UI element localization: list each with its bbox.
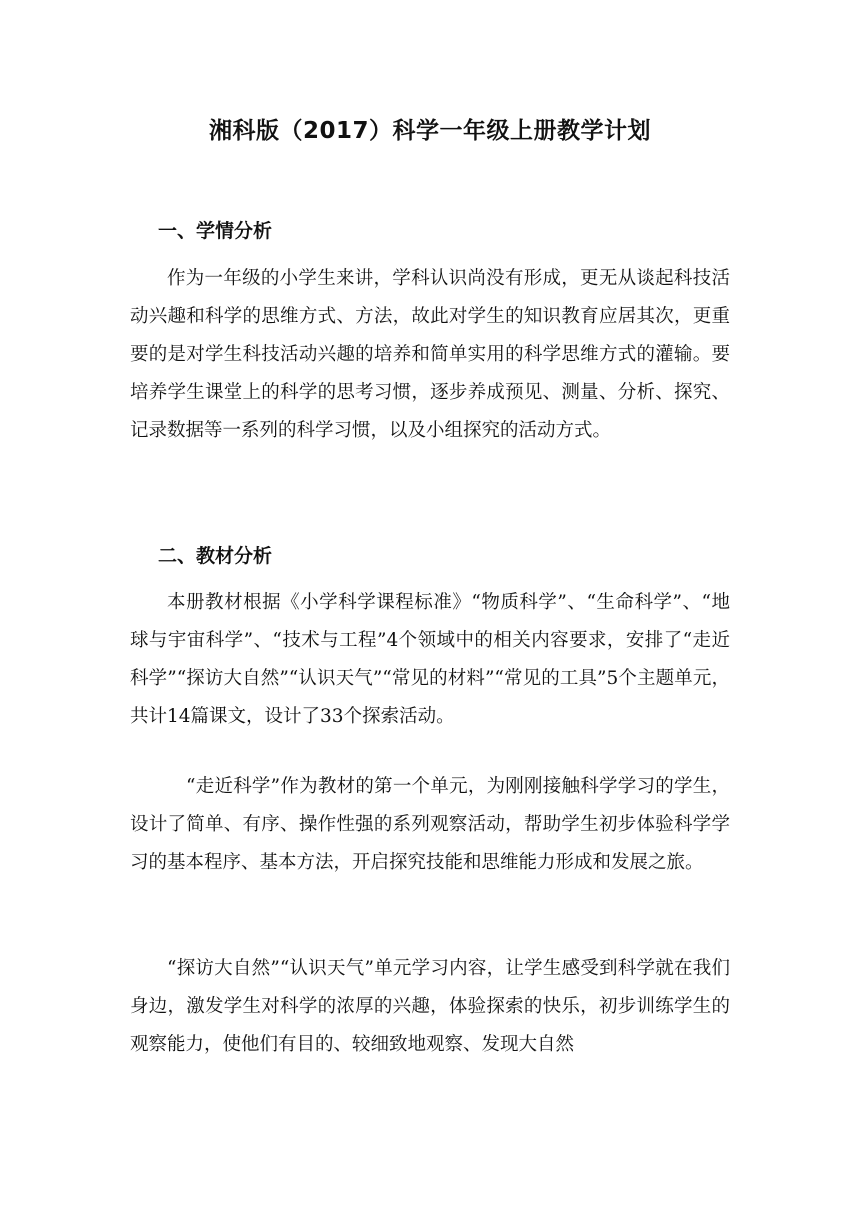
section-heading-textbook-analysis: 二、教材分析 [158,545,273,567]
paragraph-unit-nature-weather: “探访大自然”“认识天气”单元学习内容，让学生感受到科学就在我们身边，激发学生对科学的浓厚的兴趣，体验探索的快乐，初步训练学生的观察能力，使他们有目的、较细致地观察、发现大自然 [130,958,730,1055]
section-heading-student-analysis: 一、学情分析 [158,220,273,242]
paragraph-unit-approach-science: “走近科学”作为教材的第一个单元，为刚刚接触科学学习的学生，设计了简单、有序、操作性强的系列观察活动，帮助学生初步体验科学学习的基本程序、基本方法，开启探究技能和思维能力形成和发展之旅。 [130,776,730,873]
document-title: 湘科版（2017）科学一年级上册教学计划 [208,118,651,144]
paragraph-textbook-overview: 本册教材根据《小学科学课程标准》“物质科学”、“生命科学”、“地球与宇宙科学”、“技术与工程”4个领域中的相关内容要求，安排了“走近科学”“探访大自然”“认识天气”“常见的材料”“常见的工具”5个主题单元，共计14篇课文，设计了33个探索活动。 [130,592,730,727]
paragraph-student-analysis: 作为一年级的小学生来讲，学科认识尚没有形成，更无从谈起科技活动兴趣和科学的思维方式、方法，故此对学生的知识教育应居其次，更重要的是对学生科技活动兴趣的培养和简单实用的科学思维方式的灌输。要培养学生课堂上的科学的思考习惯，逐步养成预见、测量、分析、探究、记录数据等一系列的科学习惯，以及小组探究的活动方式。 [130,268,730,441]
